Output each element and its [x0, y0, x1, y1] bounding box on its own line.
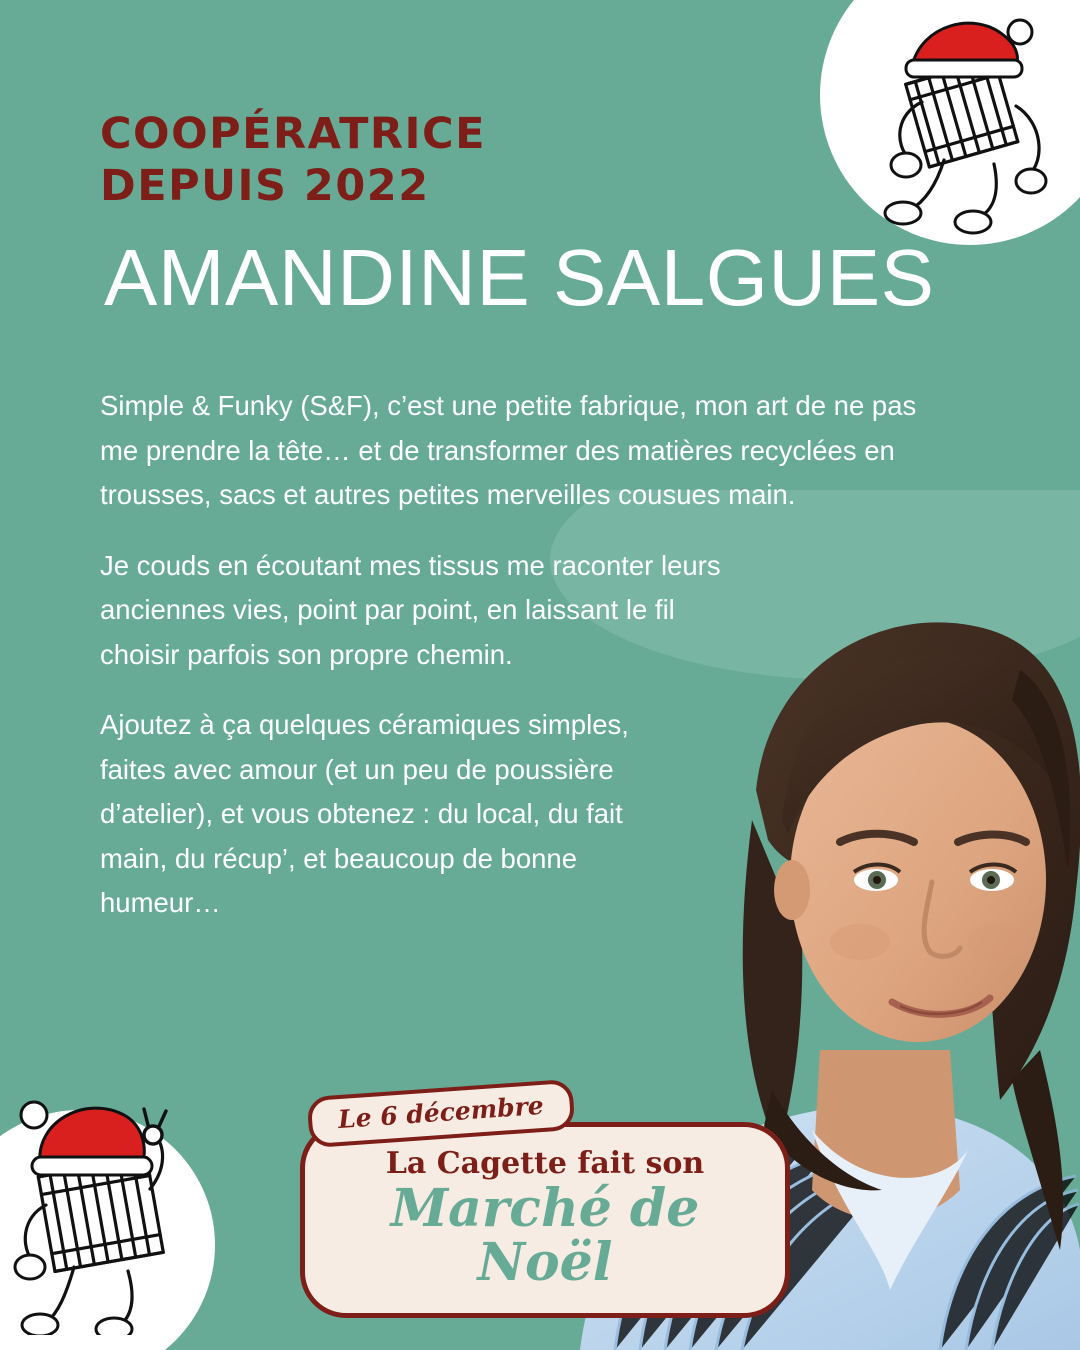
badge-line-1: La Cagette fait son	[385, 1145, 705, 1181]
crate-mascot-santa-hat-peace-icon	[0, 1085, 215, 1340]
kicker-line-2: DEPUIS 2022	[100, 161, 430, 212]
badge-date: Le 6 décembre	[307, 1079, 576, 1148]
bio-paragraph-2: Je couds en écoutant mes tissus me raconter leurs anciennes vies, point par point, en laissant le fil choisir parfois son propre chemin.	[100, 549, 721, 670]
bio-text	[100, 384, 930, 952]
badge-line-2: Marché de Noël	[390, 1177, 700, 1294]
bio-paragraph-3: Ajoutez à ça quelques céramiques simples, faites avec amour (et un peu de poussière d’atelier), et vous obtenez : du local, du fait main, du récup’, et beaucoup de bonne humeur…	[100, 709, 629, 919]
page-title: AMANDINE SALGUES	[104, 233, 935, 322]
event-badge[interactable]	[300, 1090, 790, 1318]
kicker-line-1: COOPÉRATRICE	[100, 109, 486, 159]
kicker-text	[100, 108, 486, 213]
bio-paragraph-1: Simple & Funky (S&F), c’est une petite fabrique, mon art de ne pas me prendre la tête… et de transformer des matières recyclées en trousses, sacs et autres petites merveilles cousues main.	[100, 390, 917, 511]
crate-mascot-santa-hat-icon	[870, 10, 1060, 245]
badge-main	[300, 1122, 790, 1318]
